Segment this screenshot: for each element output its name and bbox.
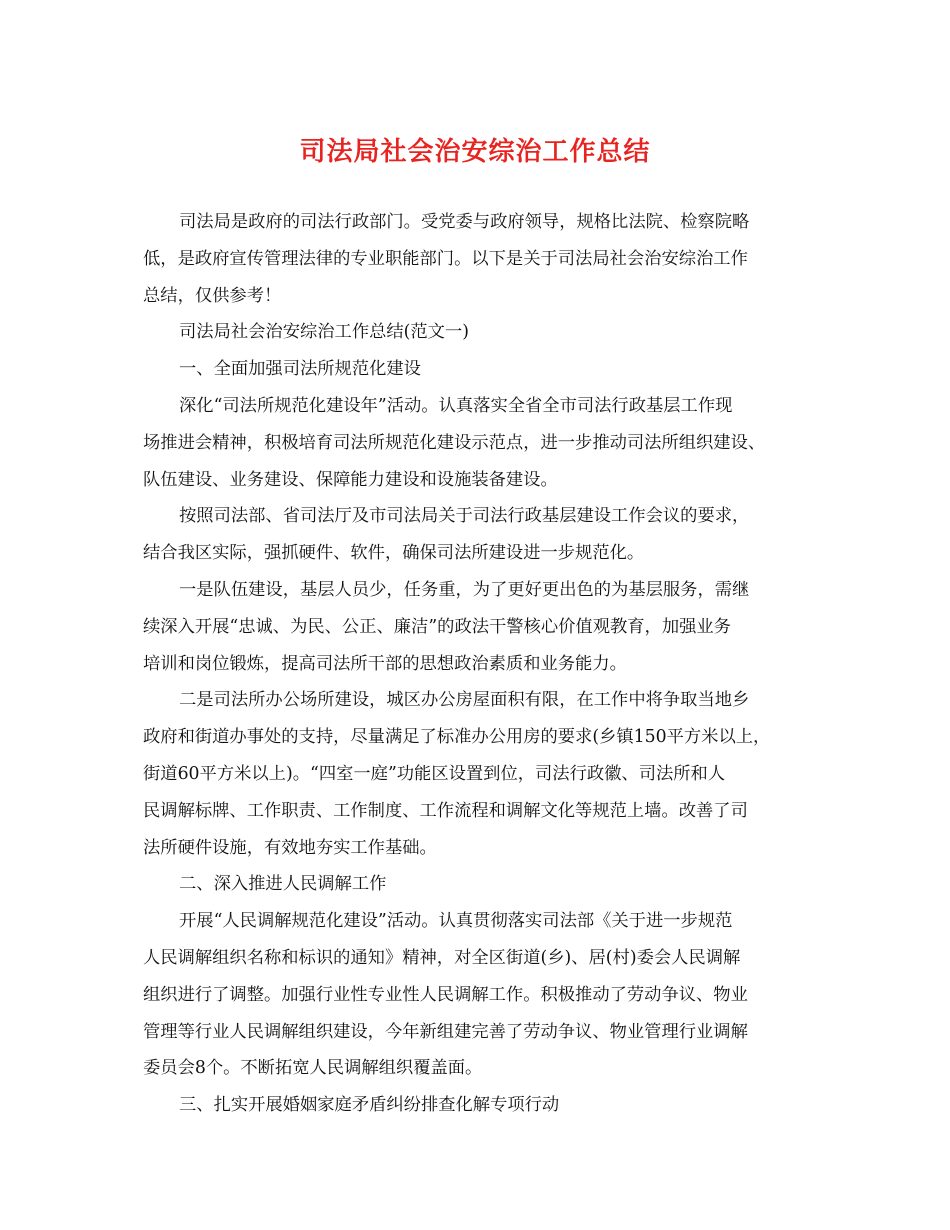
paragraph-first-line: 司法局是政府的司法行政部门。受党委与政府领导，规格比法院、检察院略 (179, 212, 750, 232)
paragraph-line: 总结，仅供参考！ (143, 285, 282, 306)
paragraph-line: 队伍建设、业务建设、保障能力建设和设施装备建设。 (143, 469, 558, 490)
paragraph-first-line: 二是司法所办公场所建设，城区办公房屋面积有限，在工作中将争取当地乡 (179, 690, 750, 711)
paragraph-line: 街道60平方米以上)。“四室一庭”功能区设置到位，司法行政徽、司法所和人 (143, 763, 726, 784)
page-title: 司法局社会治安综治工作总结 (299, 137, 651, 167)
paragraph-first-line: 开展“人民调解规范化建设”活动。认真贯彻落实司法部《关于进一步规范 (179, 911, 733, 932)
paragraph-line: 民调解标牌、工作职责、工作制度、工作流程和调解文化等规范上墙。改善了司 (143, 800, 748, 821)
paragraph-line: 人民调解组织名称和标识的通知》精神，对全区街道(乡)、居(村)委会人民调解 (143, 947, 741, 968)
paragraph-first-line: 按照司法部、省司法厅及市司法局关于司法行政基层建设工作会议的要求， (179, 506, 750, 527)
paragraph-line: 低，是政府宣传管理法律的专业职能部门。以下是关于司法局社会治安综治工作 (143, 248, 748, 269)
paragraph-line: 结合我区实际，强抓硬件、软件，确保司法所建设进一步规范化。 (143, 543, 645, 564)
document-body (143, 204, 815, 1124)
paragraph-first-line: 三、扎实开展婚姻家庭矛盾纠纷排查化解专项行动 (179, 1095, 560, 1116)
paragraph-line: 培训和岗位锻炼，提高司法所干部的思想政治素质和业务能力。 (143, 653, 627, 674)
paragraph-first-line: 二、深入推进人民调解工作 (179, 874, 387, 895)
paragraph-first-line: 一是队伍建设，基层人员少，任务重，为了更好更出色的为基层服务，需继 (179, 579, 750, 600)
paragraph-first-line: 深化“司法所规范化建设年”活动。认真落实全省全市司法行政基层工作现 (179, 395, 733, 416)
paragraph-line: 法所硬件设施，有效地夯实工作基础。 (143, 837, 437, 858)
paragraph-line: 管理等行业人民调解组织建设，今年新组建完善了劳动争议、物业管理行业调解 (143, 1021, 748, 1042)
paragraph-line: 政府和街道办事处的支持，尽量满足了标准办公用房的要求(乡镇150平方米以上， (143, 727, 771, 748)
paragraph-first-line: 司法局社会治安综治工作总结(范文一) (179, 322, 469, 343)
paragraph-first-line: 一、全面加强司法所规范化建设 (179, 359, 421, 380)
paragraph-line: 组织进行了调整。加强行业性专业性人民调解工作。积极推动了劳动争议、物业 (143, 984, 748, 1005)
paragraph-line: 续深入开展“忠诚、为民、公正、廉洁”的政法干警核心价值观教育，加强业务 (143, 616, 731, 637)
paragraph-line: 委员会8个。不断拓宽人民调解组织覆盖面。 (143, 1058, 483, 1079)
paragraph-line: 场推进会精神，积极培育司法所规范化建设示范点，进一步推动司法所组织建设、 (143, 432, 766, 453)
